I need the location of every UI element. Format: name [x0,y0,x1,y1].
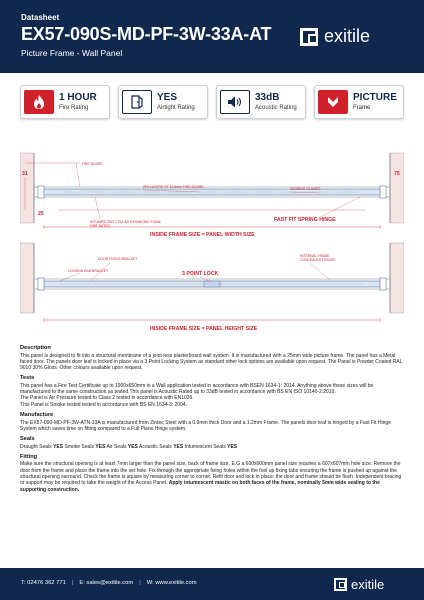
height-section-drawing [20,243,404,332]
brand-logo [300,26,370,47]
rating-badges [20,85,404,119]
section-title: Manufacture [20,412,54,419]
annot-fixing-bracket: DOOR FIXING BRACKET [98,257,138,261]
technical-drawing [20,135,404,335]
speaker-icon [220,90,250,114]
annot-fire-board: FIRE BOARD [82,162,103,166]
seal-label: Smoke Seals [63,443,96,450]
fitting-bold-tail: Apply intumescent mastic on both faces of the frame, nominally 5mm wide sealing to the supporting construction. [20,480,380,493]
seal-status: YES [227,443,238,450]
badge-frame-value: PICTURE [353,92,397,103]
flame-icon [24,90,54,114]
badge-fire [20,85,110,119]
badge-fire-label: Fire Rating [59,105,89,111]
seal-label: Acoustic Seals [137,443,174,450]
annot-locking-bar: LOCKING BAR BRACKET [68,269,109,273]
annot-concealed: CONCEALED FIXINGS [300,258,336,262]
section-title: Tests [20,375,35,382]
footer-logo-text: exitile [351,577,385,592]
contact-info [21,580,197,586]
spec-body [20,345,404,497]
seal-status: YES [127,443,138,450]
annot-layers: 2X9 LAYERS OF 12.5mm FIRE BOARD [143,185,204,189]
section-text: The EX57-090-MD-PF-3W-ATN-33A is manufactured from Zintec Steel with a 0.9mm thick Door and a 1.2mm Frame. The panels door leaf is hinged by a Fast Fit Hinge System which saves time on fitting compared to a Full Piano Hinge system. [20,419,391,432]
label-height: INSIDE FRAME SIZE = PANEL HEIGHT SIZE [150,326,258,332]
section-title: Description [20,345,51,351]
product-subtitle: Picture Frame - Wall Panel [21,48,123,58]
section-fitting [20,454,404,493]
badge-acoustic [216,85,306,119]
footer-logo [334,577,384,592]
chevron-icon [318,90,348,114]
section-text: This panel is designed to fit into a structural membrane of a joint-less plasterboard wall system. It is manufactured with a 25mm wide picture frame. The panel has a Metal faced door. The panels door leaf is locked in place via a 3 Point Locking System as standard other lock options are available upon request. The Panel is Powder Coated RAL 9010 30% Gloss. Other colours available upon request. [20,352,403,372]
badge-airtight [118,85,208,119]
section-title: Fitting [20,453,38,460]
width-section-drawing [20,153,404,238]
seal-status: YES [53,443,64,450]
logo-text: exitile [324,26,371,46]
dim-right: 75 [394,171,400,177]
annot-internal-frame: INTERNAL FRAME [300,254,330,258]
section-tests [20,375,404,408]
badge-fire-value: 1 HOUR [59,92,97,103]
annot-intumescent: INTUMESCENT COLLAR [90,220,129,224]
label-hinge: FAST FIT SPRING HINGE [274,217,336,223]
badge-acoustic-label: Acoustic Rating [255,105,297,111]
separator: | [139,580,141,586]
annot-hearing-clamps: HEARING CLAMPS [290,187,321,191]
annot-fire-rated: FIRE RATED [90,224,110,228]
dim-left: 31 [22,171,28,177]
label-lock: 3 POINT LOCK [182,271,219,277]
seal-status: YES [95,443,106,450]
badge-frame [314,85,404,119]
dim-left-2: 25 [38,211,44,217]
website-link[interactable]: W: www.exitile.com [146,580,197,586]
seal-label: Intumescent Seals [183,443,228,450]
seals-text [20,444,404,450]
product-code: EX57-090S-MD-PF-3W-33A-AT [21,24,272,44]
email-link[interactable]: E: sales@exitile.com [79,580,134,586]
label-width: INSIDE FRAME SIZE = PANEL WIDTH SIZE [150,232,255,238]
section-text: This panel has a Fire Test Certificate up to 1900x650mm in a Wall application tested in accordance with BSEN 1634-1: 2014. Anything above these sizes will be manufactured to the same construction as tested.This panel is Acoustic Rated up to 33dB tested in accordance with BS EN ISO 10140-2:2010. The Panel is Air Pressure tested to Class 2 tested in accordance with EN1026. This Panel is Smoke tested tested in accordance with BS EN 1634-3: 2004. [20,382,374,408]
badge-airtight-value: YES [157,92,178,103]
seal-label: Draught Seals [20,443,54,450]
annot-foam: EXPANDING FOAM [130,220,161,224]
seal-status: YES [173,443,184,450]
phone-text: T: 02476 362 771 [21,580,66,586]
badge-acoustic-value: 33dB [255,92,280,103]
section-manufacture [20,412,404,432]
logo-mark-icon [300,28,318,46]
badge-airtight-label: Airtight Rating [157,105,195,111]
header-bar [0,0,424,73]
footer-bar [0,568,424,600]
separator: | [71,580,74,586]
logo-mark-icon [334,578,347,591]
section-description [20,345,404,371]
section-seals [20,436,404,450]
seal-label: Air Seals [105,443,128,450]
fitting-text: Make sure the structural opening is at least 7mm larger than the panel size, back of frame size. E.G a 600x600mm panel size requires a 607x607mm hole size. Remove the door from the frame and place the frame into the set hole. Fix through the appropriate fixing holes within the fool up fixing tabs ensuring the frame is pushed up against the structural opening surround. Check the frame is square by measuring corner to corner. Refit door and lock in place; the door and frame should be flush. Independent bracing or support may be required to take the weight of the Access Panel. [20,461,402,487]
section-title: Seals [20,436,35,443]
section-text [20,461,404,492]
badge-frame-label: Frame [353,105,371,111]
door-icon [122,90,152,114]
doc-kicker: Datasheet [21,13,60,22]
